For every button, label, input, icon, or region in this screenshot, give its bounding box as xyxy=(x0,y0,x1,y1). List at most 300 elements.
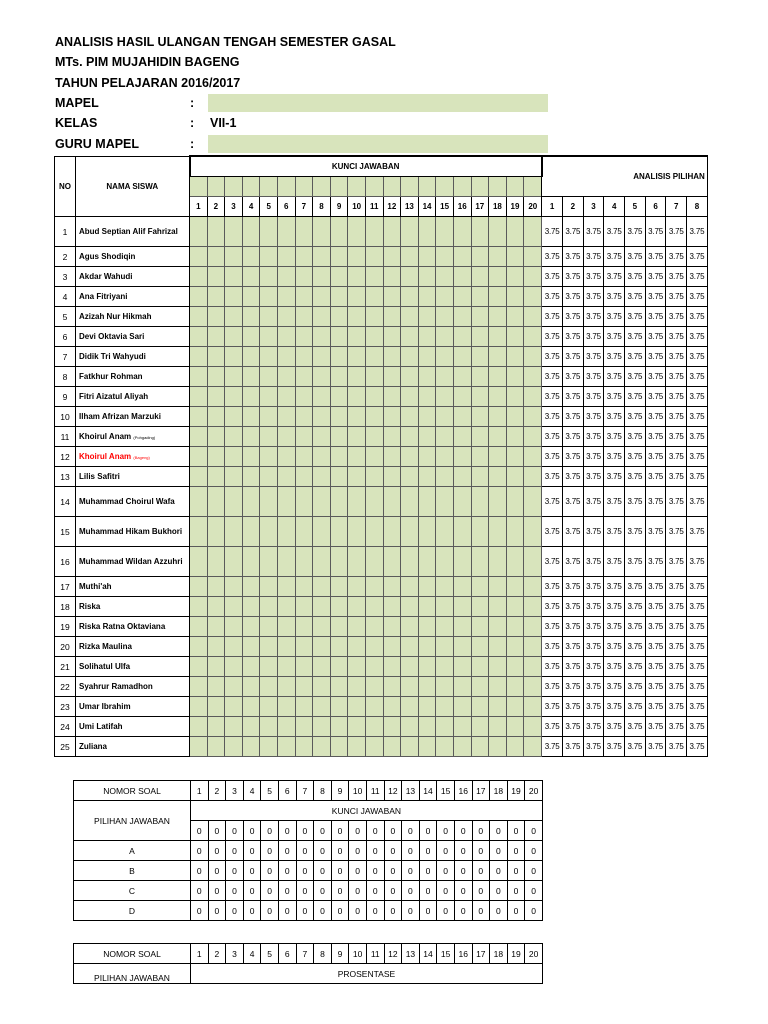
answer-cell[interactable] xyxy=(242,247,260,267)
answer-cell[interactable] xyxy=(190,247,208,267)
answer-cell[interactable] xyxy=(506,577,524,597)
answer-cell[interactable] xyxy=(418,447,436,467)
answer-cell[interactable] xyxy=(506,547,524,577)
answer-cell[interactable] xyxy=(330,287,348,307)
answer-cell[interactable] xyxy=(225,717,243,737)
answer-cell[interactable] xyxy=(260,577,278,597)
answer-cell[interactable] xyxy=(365,597,383,617)
answer-cell[interactable] xyxy=(489,267,507,287)
answer-cell[interactable] xyxy=(471,367,489,387)
answer-cell[interactable] xyxy=(313,697,331,717)
answer-cell[interactable] xyxy=(190,617,208,637)
answer-cell[interactable] xyxy=(260,657,278,677)
answer-cell[interactable] xyxy=(506,407,524,427)
answer-cell[interactable] xyxy=(401,487,419,517)
answer-cell[interactable] xyxy=(295,487,313,517)
answer-cell[interactable] xyxy=(436,307,454,327)
answer-cell[interactable] xyxy=(242,217,260,247)
answer-cell[interactable] xyxy=(313,217,331,247)
answer-cell[interactable] xyxy=(365,467,383,487)
answer-cell[interactable] xyxy=(295,467,313,487)
answer-cell[interactable] xyxy=(277,617,295,637)
answer-cell[interactable] xyxy=(506,347,524,367)
answer-key-cell[interactable] xyxy=(524,177,542,197)
answer-cell[interactable] xyxy=(277,657,295,677)
answer-cell[interactable] xyxy=(242,547,260,577)
answer-cell[interactable] xyxy=(277,637,295,657)
answer-cell[interactable] xyxy=(401,637,419,657)
answer-cell[interactable] xyxy=(260,547,278,577)
answer-cell[interactable] xyxy=(225,407,243,427)
answer-cell[interactable] xyxy=(436,597,454,617)
answer-cell[interactable] xyxy=(348,617,366,637)
answer-cell[interactable] xyxy=(330,597,348,617)
answer-cell[interactable] xyxy=(453,467,471,487)
answer-cell[interactable] xyxy=(295,677,313,697)
answer-cell[interactable] xyxy=(242,597,260,617)
answer-cell[interactable] xyxy=(383,487,401,517)
answer-cell[interactable] xyxy=(348,517,366,547)
answer-cell[interactable] xyxy=(313,657,331,677)
answer-cell[interactable] xyxy=(401,407,419,427)
answer-cell[interactable] xyxy=(330,267,348,287)
answer-cell[interactable] xyxy=(365,347,383,367)
answer-cell[interactable] xyxy=(471,217,489,247)
answer-cell[interactable] xyxy=(277,517,295,547)
answer-cell[interactable] xyxy=(524,717,542,737)
answer-cell[interactable] xyxy=(524,287,542,307)
answer-key-cell[interactable] xyxy=(330,177,348,197)
answer-cell[interactable] xyxy=(207,517,225,547)
answer-cell[interactable] xyxy=(207,617,225,637)
answer-cell[interactable] xyxy=(207,637,225,657)
answer-cell[interactable] xyxy=(365,387,383,407)
answer-cell[interactable] xyxy=(330,367,348,387)
answer-cell[interactable] xyxy=(277,347,295,367)
answer-cell[interactable] xyxy=(506,737,524,757)
answer-cell[interactable] xyxy=(225,517,243,547)
answer-cell[interactable] xyxy=(418,697,436,717)
answer-cell[interactable] xyxy=(401,447,419,467)
answer-cell[interactable] xyxy=(365,487,383,517)
answer-cell[interactable] xyxy=(436,577,454,597)
answer-cell[interactable] xyxy=(453,247,471,267)
answer-cell[interactable] xyxy=(225,247,243,267)
answer-cell[interactable] xyxy=(489,547,507,577)
answer-cell[interactable] xyxy=(401,697,419,717)
answer-cell[interactable] xyxy=(418,577,436,597)
answer-cell[interactable] xyxy=(418,327,436,347)
answer-cell[interactable] xyxy=(225,617,243,637)
answer-cell[interactable] xyxy=(330,637,348,657)
answer-cell[interactable] xyxy=(365,517,383,547)
answer-key-cell[interactable] xyxy=(348,177,366,197)
answer-cell[interactable] xyxy=(506,637,524,657)
answer-cell[interactable] xyxy=(190,547,208,577)
answer-cell[interactable] xyxy=(383,387,401,407)
answer-cell[interactable] xyxy=(330,307,348,327)
answer-key-cell[interactable] xyxy=(207,177,225,197)
answer-cell[interactable] xyxy=(471,307,489,327)
answer-cell[interactable] xyxy=(436,247,454,267)
answer-cell[interactable] xyxy=(453,427,471,447)
answer-cell[interactable] xyxy=(489,307,507,327)
answer-cell[interactable] xyxy=(524,547,542,577)
answer-cell[interactable] xyxy=(401,577,419,597)
answer-cell[interactable] xyxy=(418,467,436,487)
answer-cell[interactable] xyxy=(418,737,436,757)
answer-cell[interactable] xyxy=(225,677,243,697)
answer-cell[interactable] xyxy=(295,737,313,757)
answer-cell[interactable] xyxy=(401,597,419,617)
answer-cell[interactable] xyxy=(313,387,331,407)
answer-cell[interactable] xyxy=(524,367,542,387)
answer-cell[interactable] xyxy=(313,737,331,757)
answer-cell[interactable] xyxy=(383,677,401,697)
answer-cell[interactable] xyxy=(489,367,507,387)
answer-cell[interactable] xyxy=(225,597,243,617)
answer-cell[interactable] xyxy=(260,367,278,387)
answer-cell[interactable] xyxy=(313,307,331,327)
answer-cell[interactable] xyxy=(295,597,313,617)
answer-cell[interactable] xyxy=(506,367,524,387)
answer-cell[interactable] xyxy=(277,327,295,347)
answer-cell[interactable] xyxy=(453,637,471,657)
answer-cell[interactable] xyxy=(295,427,313,447)
answer-cell[interactable] xyxy=(313,247,331,267)
answer-cell[interactable] xyxy=(260,677,278,697)
answer-cell[interactable] xyxy=(418,637,436,657)
answer-cell[interactable] xyxy=(489,697,507,717)
answer-cell[interactable] xyxy=(277,427,295,447)
answer-cell[interactable] xyxy=(471,547,489,577)
answer-cell[interactable] xyxy=(383,697,401,717)
answer-cell[interactable] xyxy=(524,447,542,467)
answer-cell[interactable] xyxy=(524,737,542,757)
answer-cell[interactable] xyxy=(418,597,436,617)
answer-cell[interactable] xyxy=(260,447,278,467)
answer-cell[interactable] xyxy=(260,247,278,267)
answer-key-cell[interactable] xyxy=(453,177,471,197)
answer-cell[interactable] xyxy=(383,287,401,307)
answer-cell[interactable] xyxy=(506,327,524,347)
answer-cell[interactable] xyxy=(365,657,383,677)
answer-cell[interactable] xyxy=(207,447,225,467)
answer-cell[interactable] xyxy=(348,327,366,347)
answer-cell[interactable] xyxy=(365,327,383,347)
answer-cell[interactable] xyxy=(383,517,401,547)
answer-cell[interactable] xyxy=(313,547,331,577)
answer-cell[interactable] xyxy=(348,427,366,447)
answer-cell[interactable] xyxy=(260,597,278,617)
answer-cell[interactable] xyxy=(524,347,542,367)
answer-cell[interactable] xyxy=(489,617,507,637)
answer-cell[interactable] xyxy=(471,657,489,677)
answer-cell[interactable] xyxy=(436,657,454,677)
answer-cell[interactable] xyxy=(225,487,243,517)
answer-cell[interactable] xyxy=(524,637,542,657)
answer-cell[interactable] xyxy=(524,577,542,597)
answer-cell[interactable] xyxy=(348,547,366,577)
answer-cell[interactable] xyxy=(418,677,436,697)
answer-cell[interactable] xyxy=(453,617,471,637)
answer-cell[interactable] xyxy=(242,327,260,347)
answer-cell[interactable] xyxy=(277,487,295,517)
answer-cell[interactable] xyxy=(383,597,401,617)
answer-cell[interactable] xyxy=(453,407,471,427)
answer-cell[interactable] xyxy=(207,407,225,427)
answer-cell[interactable] xyxy=(418,307,436,327)
answer-cell[interactable] xyxy=(506,307,524,327)
answer-cell[interactable] xyxy=(471,737,489,757)
answer-cell[interactable] xyxy=(401,717,419,737)
answer-cell[interactable] xyxy=(225,657,243,677)
answer-cell[interactable] xyxy=(471,427,489,447)
answer-cell[interactable] xyxy=(207,387,225,407)
answer-cell[interactable] xyxy=(383,657,401,677)
answer-cell[interactable] xyxy=(330,327,348,347)
answer-cell[interactable] xyxy=(295,367,313,387)
answer-cell[interactable] xyxy=(489,247,507,267)
answer-cell[interactable] xyxy=(313,717,331,737)
answer-cell[interactable] xyxy=(260,517,278,547)
answer-cell[interactable] xyxy=(401,517,419,547)
answer-cell[interactable] xyxy=(506,517,524,547)
answer-cell[interactable] xyxy=(383,467,401,487)
answer-cell[interactable] xyxy=(207,677,225,697)
answer-cell[interactable] xyxy=(330,657,348,677)
answer-cell[interactable] xyxy=(190,367,208,387)
answer-cell[interactable] xyxy=(524,697,542,717)
answer-cell[interactable] xyxy=(207,427,225,447)
answer-cell[interactable] xyxy=(348,697,366,717)
answer-cell[interactable] xyxy=(436,617,454,637)
answer-cell[interactable] xyxy=(418,347,436,367)
answer-cell[interactable] xyxy=(260,267,278,287)
answer-cell[interactable] xyxy=(471,677,489,697)
answer-cell[interactable] xyxy=(313,577,331,597)
answer-cell[interactable] xyxy=(260,287,278,307)
answer-cell[interactable] xyxy=(242,267,260,287)
answer-cell[interactable] xyxy=(242,657,260,677)
answer-cell[interactable] xyxy=(401,247,419,267)
answer-cell[interactable] xyxy=(401,657,419,677)
answer-cell[interactable] xyxy=(313,407,331,427)
answer-cell[interactable] xyxy=(190,347,208,367)
answer-cell[interactable] xyxy=(260,697,278,717)
answer-cell[interactable] xyxy=(277,367,295,387)
answer-cell[interactable] xyxy=(418,247,436,267)
answer-cell[interactable] xyxy=(383,447,401,467)
answer-cell[interactable] xyxy=(489,387,507,407)
answer-cell[interactable] xyxy=(242,387,260,407)
answer-cell[interactable] xyxy=(313,427,331,447)
answer-cell[interactable] xyxy=(471,467,489,487)
answer-cell[interactable] xyxy=(383,617,401,637)
answer-cell[interactable] xyxy=(225,387,243,407)
answer-cell[interactable] xyxy=(453,447,471,467)
answer-key-cell[interactable] xyxy=(313,177,331,197)
answer-cell[interactable] xyxy=(295,657,313,677)
answer-cell[interactable] xyxy=(401,617,419,637)
answer-cell[interactable] xyxy=(277,287,295,307)
answer-cell[interactable] xyxy=(207,467,225,487)
answer-cell[interactable] xyxy=(471,637,489,657)
answer-cell[interactable] xyxy=(348,247,366,267)
answer-cell[interactable] xyxy=(207,327,225,347)
answer-cell[interactable] xyxy=(348,267,366,287)
answer-cell[interactable] xyxy=(489,677,507,697)
answer-cell[interactable] xyxy=(489,327,507,347)
answer-cell[interactable] xyxy=(190,407,208,427)
answer-cell[interactable] xyxy=(418,617,436,637)
answer-cell[interactable] xyxy=(489,517,507,547)
answer-cell[interactable] xyxy=(506,447,524,467)
answer-cell[interactable] xyxy=(348,407,366,427)
answer-cell[interactable] xyxy=(436,637,454,657)
kelas-field[interactable]: VII-1 xyxy=(210,116,237,130)
answer-cell[interactable] xyxy=(190,577,208,597)
answer-cell[interactable] xyxy=(436,467,454,487)
answer-cell[interactable] xyxy=(277,697,295,717)
answer-cell[interactable] xyxy=(524,307,542,327)
answer-cell[interactable] xyxy=(453,267,471,287)
answer-cell[interactable] xyxy=(401,327,419,347)
answer-cell[interactable] xyxy=(277,677,295,697)
answer-cell[interactable] xyxy=(277,247,295,267)
answer-cell[interactable] xyxy=(453,737,471,757)
answer-cell[interactable] xyxy=(242,447,260,467)
answer-cell[interactable] xyxy=(471,577,489,597)
answer-cell[interactable] xyxy=(330,517,348,547)
answer-cell[interactable] xyxy=(242,717,260,737)
answer-cell[interactable] xyxy=(453,717,471,737)
answer-cell[interactable] xyxy=(524,677,542,697)
answer-cell[interactable] xyxy=(225,697,243,717)
answer-cell[interactable] xyxy=(348,717,366,737)
answer-key-cell[interactable] xyxy=(436,177,454,197)
answer-cell[interactable] xyxy=(348,487,366,517)
answer-cell[interactable] xyxy=(313,467,331,487)
answer-cell[interactable] xyxy=(330,677,348,697)
answer-cell[interactable] xyxy=(365,307,383,327)
answer-cell[interactable] xyxy=(207,597,225,617)
answer-cell[interactable] xyxy=(436,697,454,717)
answer-key-cell[interactable] xyxy=(401,177,419,197)
answer-cell[interactable] xyxy=(295,517,313,547)
answer-cell[interactable] xyxy=(330,407,348,427)
answer-cell[interactable] xyxy=(489,467,507,487)
answer-cell[interactable] xyxy=(453,347,471,367)
answer-cell[interactable] xyxy=(225,447,243,467)
answer-cell[interactable] xyxy=(242,287,260,307)
answer-cell[interactable] xyxy=(506,617,524,637)
answer-cell[interactable] xyxy=(471,697,489,717)
answer-cell[interactable] xyxy=(453,307,471,327)
answer-cell[interactable] xyxy=(190,637,208,657)
answer-cell[interactable] xyxy=(418,217,436,247)
answer-cell[interactable] xyxy=(524,427,542,447)
answer-cell[interactable] xyxy=(313,447,331,467)
answer-cell[interactable] xyxy=(277,387,295,407)
answer-cell[interactable] xyxy=(418,657,436,677)
answer-cell[interactable] xyxy=(330,427,348,447)
answer-cell[interactable] xyxy=(295,267,313,287)
answer-cell[interactable] xyxy=(401,467,419,487)
answer-cell[interactable] xyxy=(436,487,454,517)
answer-cell[interactable] xyxy=(436,327,454,347)
answer-cell[interactable] xyxy=(401,737,419,757)
answer-cell[interactable] xyxy=(365,247,383,267)
answer-cell[interactable] xyxy=(313,267,331,287)
answer-cell[interactable] xyxy=(418,487,436,517)
answer-cell[interactable] xyxy=(242,367,260,387)
answer-cell[interactable] xyxy=(330,387,348,407)
answer-cell[interactable] xyxy=(330,447,348,467)
answer-cell[interactable] xyxy=(418,367,436,387)
answer-cell[interactable] xyxy=(348,577,366,597)
answer-cell[interactable] xyxy=(295,447,313,467)
answer-key-cell[interactable] xyxy=(260,177,278,197)
answer-cell[interactable] xyxy=(418,287,436,307)
answer-cell[interactable] xyxy=(436,367,454,387)
answer-cell[interactable] xyxy=(348,657,366,677)
answer-cell[interactable] xyxy=(524,327,542,347)
answer-cell[interactable] xyxy=(436,287,454,307)
answer-cell[interactable] xyxy=(313,517,331,547)
answer-cell[interactable] xyxy=(207,717,225,737)
answer-key-cell[interactable] xyxy=(277,177,295,197)
answer-cell[interactable] xyxy=(489,427,507,447)
answer-cell[interactable] xyxy=(453,677,471,697)
answer-cell[interactable] xyxy=(225,267,243,287)
answer-cell[interactable] xyxy=(524,617,542,637)
answer-cell[interactable] xyxy=(348,287,366,307)
answer-key-cell[interactable] xyxy=(225,177,243,197)
answer-cell[interactable] xyxy=(190,467,208,487)
answer-cell[interactable] xyxy=(260,467,278,487)
answer-cell[interactable] xyxy=(436,387,454,407)
answer-cell[interactable] xyxy=(190,597,208,617)
answer-cell[interactable] xyxy=(489,597,507,617)
answer-cell[interactable] xyxy=(524,467,542,487)
answer-cell[interactable] xyxy=(295,347,313,367)
answer-cell[interactable] xyxy=(313,367,331,387)
answer-cell[interactable] xyxy=(190,267,208,287)
answer-cell[interactable] xyxy=(277,307,295,327)
answer-key-cell[interactable] xyxy=(471,177,489,197)
answer-cell[interactable] xyxy=(313,487,331,517)
answer-cell[interactable] xyxy=(418,547,436,577)
answer-cell[interactable] xyxy=(365,287,383,307)
answer-cell[interactable] xyxy=(506,657,524,677)
answer-cell[interactable] xyxy=(489,717,507,737)
answer-cell[interactable] xyxy=(471,327,489,347)
answer-cell[interactable] xyxy=(260,347,278,367)
answer-cell[interactable] xyxy=(225,467,243,487)
answer-cell[interactable] xyxy=(330,697,348,717)
answer-cell[interactable] xyxy=(383,547,401,577)
answer-cell[interactable] xyxy=(225,307,243,327)
answer-cell[interactable] xyxy=(489,487,507,517)
answer-cell[interactable] xyxy=(190,387,208,407)
answer-cell[interactable] xyxy=(383,267,401,287)
answer-cell[interactable] xyxy=(401,547,419,577)
answer-cell[interactable] xyxy=(242,487,260,517)
answer-cell[interactable] xyxy=(242,677,260,697)
answer-key-cell[interactable] xyxy=(295,177,313,197)
answer-cell[interactable] xyxy=(471,717,489,737)
